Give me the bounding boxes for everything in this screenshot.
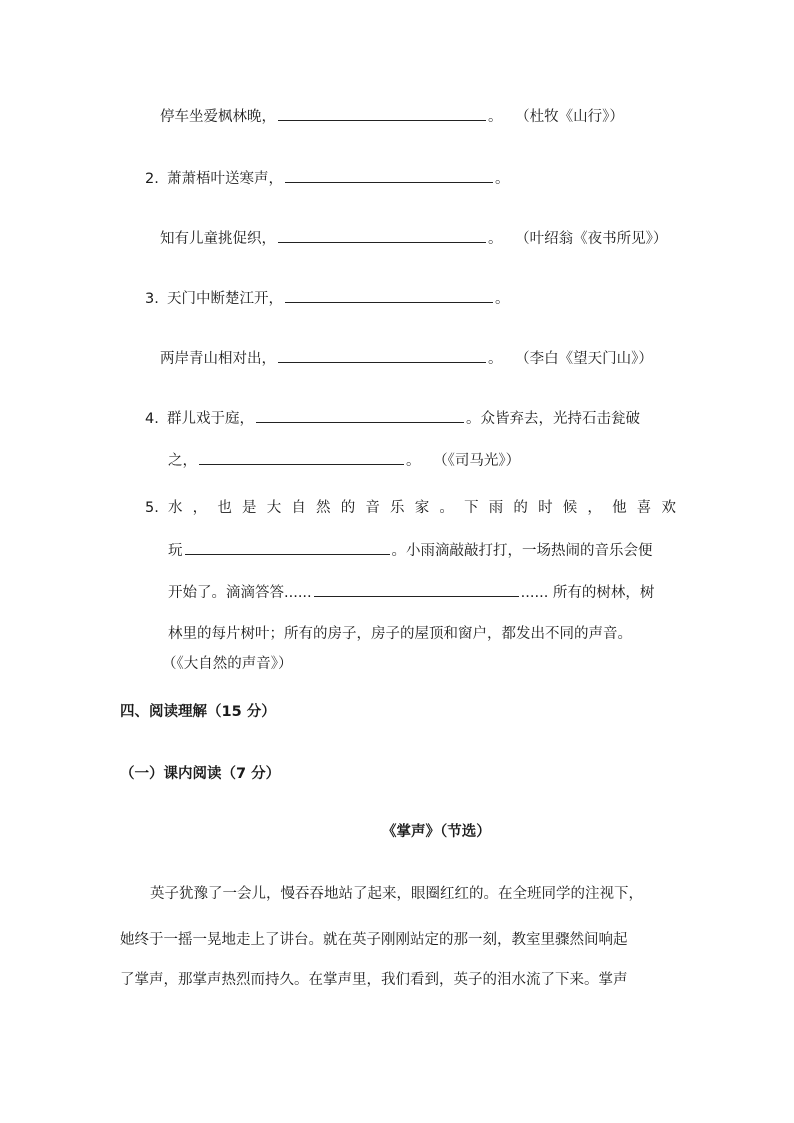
poem-punct: 。 — [495, 291, 510, 307]
answer-blank[interactable] — [199, 450, 404, 465]
section-title — [120, 702, 276, 722]
question-5-source — [162, 654, 293, 674]
poem-text: 停车坐爱枫林晚， — [160, 109, 276, 125]
passage-punct: 。 — [406, 453, 421, 469]
poem-3-line-2 — [160, 348, 653, 369]
passage-text: 她终于一摇一晃地走上了讲台。就在英子刚刚站定的那一刻，教室里骤然间响起 — [120, 932, 628, 948]
poem-source: （杜牧《山行》） — [515, 109, 624, 125]
spread-char: 是 — [242, 500, 257, 516]
passage-line-2 — [120, 930, 628, 950]
poem-text: 知有儿童挑促织， — [160, 231, 276, 247]
spread-char: ， — [587, 500, 602, 516]
spread-char: 家 — [414, 500, 430, 516]
passage-text: 玩 — [168, 543, 183, 559]
passage-line-1 — [150, 884, 643, 904]
answer-blank[interactable] — [278, 228, 486, 243]
spread-char: 水 — [168, 500, 183, 516]
poem-source: （李白《望天门山》） — [515, 351, 653, 367]
spread-char: ， — [192, 500, 208, 516]
spread-char: 也 — [217, 500, 232, 516]
passage-text: 开始了。滴滴答答...... — [168, 585, 312, 601]
passage-text: 。小雨滴敲敲打打，一场热闹的音乐会便 — [391, 543, 653, 559]
subsection-title-text: （一）课内阅读（7 分） — [120, 766, 281, 782]
answer-blank[interactable] — [285, 288, 493, 303]
section-title-text: 四、阅读理解（15 分） — [120, 704, 276, 720]
spread-char: 雨 — [488, 500, 504, 516]
poem-text: 天门中断楚江开， — [167, 291, 283, 307]
subsection-title — [120, 764, 280, 784]
poem-3-line-1 — [145, 288, 510, 309]
poem-text: 萧萧梧叶送寒声， — [167, 171, 283, 187]
poem-1-line-2 — [160, 106, 624, 127]
spread-char: 的 — [340, 500, 356, 516]
answer-blank[interactable] — [278, 106, 486, 121]
poem-punct: 。 — [488, 109, 503, 125]
passage-line-3 — [120, 970, 628, 990]
answer-blank[interactable] — [256, 408, 464, 423]
passage-text: 英子犹豫了一会儿，慢吞吞地站了起来，眼圈红红的。在全班同学的注视下， — [150, 886, 643, 902]
spread-char: 然 — [316, 500, 331, 516]
passage-text: 。众皆弃去，光持石击瓮破 — [466, 411, 640, 427]
passage-text: 群儿戏于庭， — [167, 411, 254, 427]
spread-char: 下 — [464, 500, 479, 516]
passage-text: 之， — [168, 453, 197, 469]
passage-title — [382, 822, 491, 842]
answer-blank[interactable] — [285, 168, 493, 183]
question-5-line-3 — [168, 582, 654, 603]
spread-char: 的 — [513, 500, 528, 516]
question-5-number — [145, 498, 167, 518]
passage-text: 了掌声，那掌声热烈而持久。在掌声里，我们看到，英子的泪水流了下来。掌声 — [120, 972, 628, 988]
passage-text: ...... 所有的树林，树 — [520, 585, 655, 601]
spread-char: 乐 — [390, 500, 405, 516]
spread-char: 大 — [266, 500, 282, 516]
poem-source: （叶绍翁《夜书所见》） — [515, 231, 668, 247]
question-number: 4. — [145, 411, 159, 427]
passage-title-text: 《掌声》（节选） — [382, 824, 491, 840]
question-5-line-1 — [168, 498, 676, 518]
answer-blank[interactable] — [278, 348, 486, 363]
spread-char: 他 — [612, 500, 627, 516]
poem-punct: 。 — [495, 171, 510, 187]
answer-blank[interactable] — [185, 540, 390, 555]
poem-punct: 。 — [488, 351, 503, 367]
passage-source: （《司马光》） — [433, 453, 521, 469]
spread-char: 欢 — [661, 500, 676, 516]
poem-text: 两岸青山相对出， — [160, 351, 276, 367]
question-4-line-2 — [168, 450, 520, 471]
question-4-line-1 — [145, 408, 640, 429]
poem-2-line-1 — [145, 168, 510, 189]
question-number: 5. — [145, 500, 159, 516]
poem-punct: 。 — [488, 231, 503, 247]
passage-text: 林里的每片树叶；所有的房子，房子的屋顶和窗户，都发出不同的声音。 — [168, 626, 632, 642]
question-5-line-2 — [168, 540, 653, 561]
spread-char: 。 — [439, 500, 454, 516]
poem-2-line-2 — [160, 228, 667, 249]
spread-char: 候 — [562, 500, 578, 516]
question-5-line-4 — [168, 624, 632, 644]
spread-char: 音 — [365, 500, 380, 516]
spread-char: 时 — [538, 500, 553, 516]
spread-char: 自 — [291, 500, 306, 516]
question-number: 2. — [145, 171, 159, 187]
spread-char: 喜 — [636, 500, 652, 516]
question-number: 3. — [145, 291, 159, 307]
passage-source: （《大自然的声音》） — [162, 656, 293, 672]
answer-blank[interactable] — [314, 582, 519, 597]
